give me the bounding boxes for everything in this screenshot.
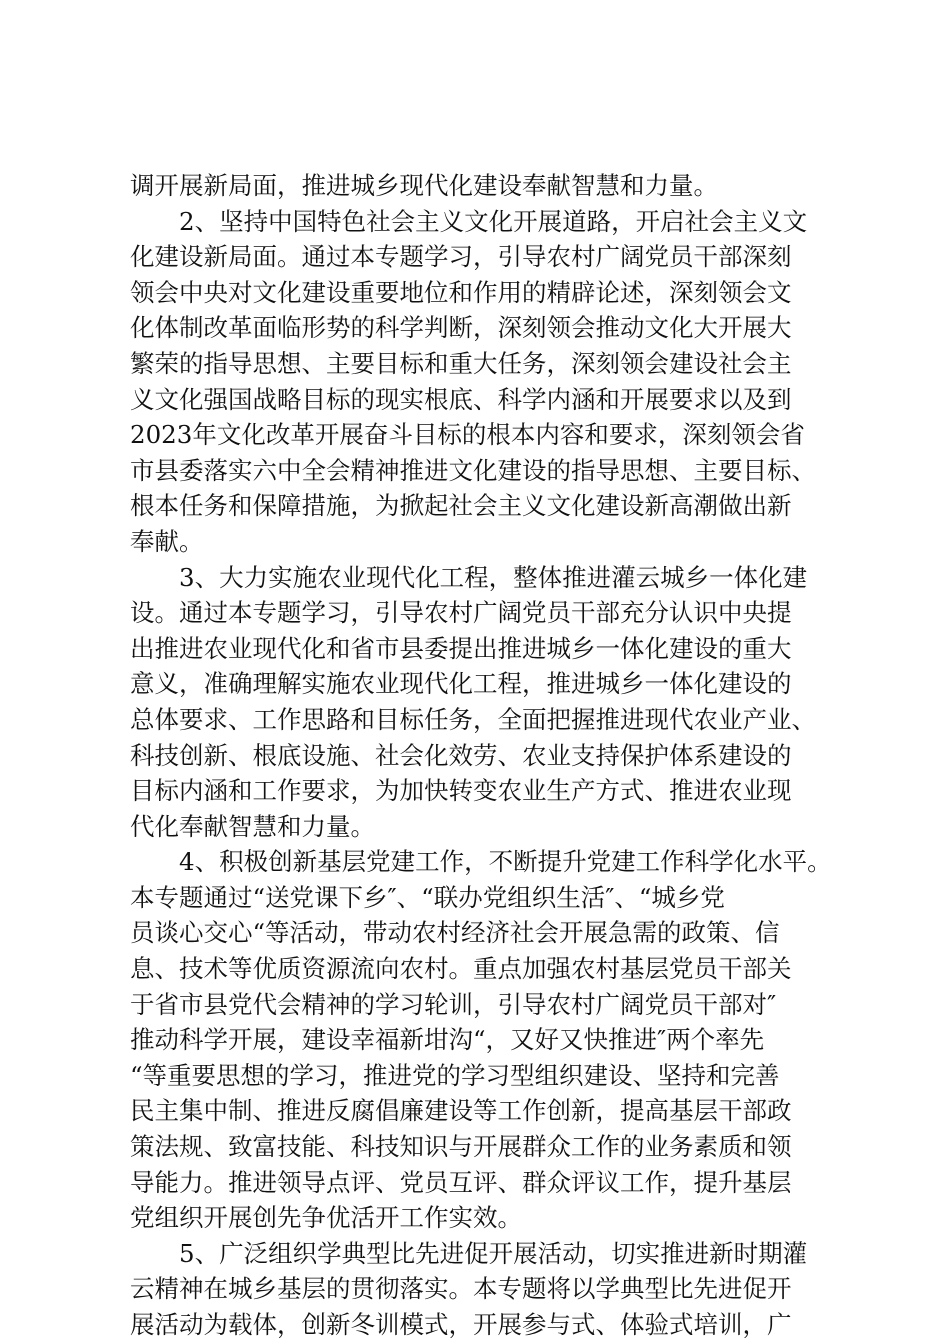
document-body <box>130 168 850 1343</box>
text-line: 调开展新局面，推进城乡现代化建设奉献智慧和力量。 <box>130 171 718 200</box>
text-line: 员谈心交心“等活动，带动农村经济社会开展急需的政策、信 <box>130 918 780 948</box>
text-line: 根本任务和保障措施，为掀起社会主义文化建设新高潮做出新 <box>130 491 792 521</box>
text-line: 科技创新、根底设施、社会化效劳、农业支持保护体系建设的 <box>130 740 792 770</box>
text-line: 2、坚持中国特色社会主义文化开展道路，开启社会主义文 <box>130 206 808 236</box>
text-line: 3、大力实施农业现代化工程，整体推进灌云城乡一体化建 <box>130 562 808 592</box>
text-line: 总体要求、工作思路和目标任务，全面把握推进现代农业产业、 <box>130 704 816 734</box>
text-line: 5、广泛组织学典型比先进促开展活动，切实推进新时期灌 <box>130 1238 808 1268</box>
text-line: 繁荣的指导思想、主要目标和重大任务，深刻领会建设社会主 <box>130 348 792 378</box>
text-line: 代化奉献智慧和力量。 <box>130 811 375 841</box>
text-line: 于省市县党代会精神的学习轮训，引导农村广阔党员干部对″ <box>130 989 777 1019</box>
text-line: 4、积极创新基层党建工作，不断提升党建工作科学化水平。 <box>130 847 832 877</box>
text-line: 息、技术等优质资源流向农村。重点加强农村基层党员干部关 <box>130 954 792 984</box>
text-line: 出推进农业现代化和省市县委提出推进城乡一体化建设的重大 <box>130 633 792 663</box>
text-line: 义文化强国战略目标的现实根底、科学内涵和开展要求以及到 <box>130 384 792 414</box>
text-line: 领会中央对文化建设重要地位和作用的精辟论述，深刻领会文 <box>130 277 792 307</box>
text-line: 本专题通过“送党课下乡″、“联办党组织生活″、“城乡党 <box>130 882 725 912</box>
text-line: 展活动为载体，创新冬训模式，开展参与式、体验式培训，广 <box>130 1310 792 1339</box>
text-line: 奉献。 <box>130 526 204 556</box>
text-line: “等重要思想的学习，推进党的学习型组织建设、坚持和完善 <box>130 1060 780 1090</box>
text-line: 市县委落实六中全会精神推进文化建设的指导思想、主要目标、 <box>130 455 816 485</box>
text-line: 云精神在城乡基层的贯彻落实。本专题将以学典型比先进促开 <box>130 1274 792 1304</box>
text-line: 2023年文化改革开展奋斗目标的根本内容和要求，深刻领会省 <box>130 420 805 450</box>
text-line: 化体制改革面临形势的科学判断，深刻领会推动文化大开展大 <box>130 313 792 343</box>
text-line: 导能力。推进领导点评、党员互评、群众评议工作，提升基层 <box>130 1167 792 1197</box>
text-line: 推动科学开展，建设幸福新坩沟“，又好又快推进″两个率先 <box>130 1025 765 1055</box>
text-line: 设。通过本专题学习，引导农村广阔党员干部充分认识中央提 <box>130 598 792 628</box>
text-line: 化建设新局面。通过本专题学习，引导农村广阔党员干部深刻 <box>130 242 792 272</box>
text-line: 意义，准确理解实施农业现代化工程，推进城乡一体化建设的 <box>130 669 792 699</box>
text-line: 民主集中制、推进反腐倡廉建设等工作创新，提高基层干部政 <box>130 1096 792 1126</box>
text-line: 目标内涵和工作要求，为加快转变农业生产方式、推进农业现 <box>130 776 792 806</box>
text-line: 策法规、致富技能、科技知识与开展群众工作的业务素质和领 <box>130 1132 792 1162</box>
text-line: 党组织开展创先争优活开工作实效。 <box>130 1203 522 1233</box>
